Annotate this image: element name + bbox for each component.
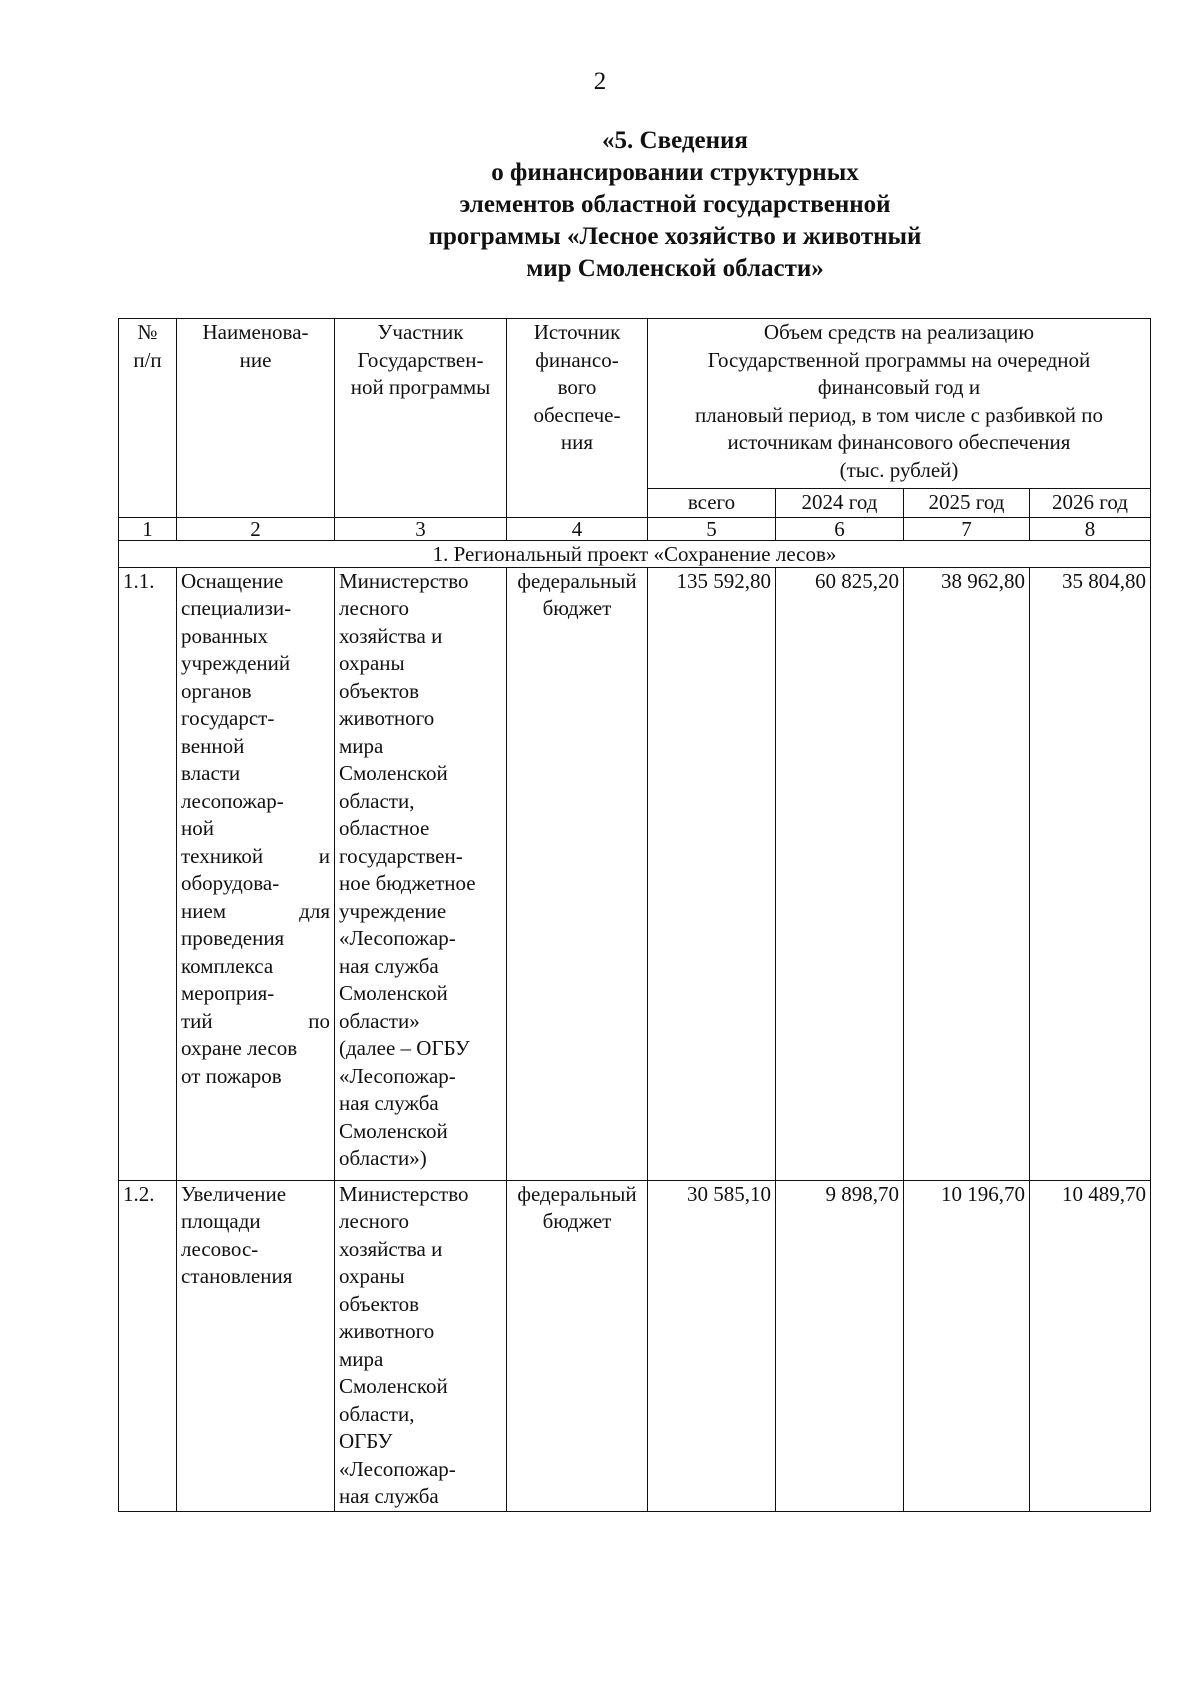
row-name: Оснащение специализи- рованных учреждений органов государст- венной власти лесопожар- ной техникой и оборудова- нием для проведения комплекса мероприя- тий по охране лесов от пожаров [177, 567, 335, 1180]
row-total: 30 585,10 [648, 1180, 776, 1511]
row-number: 1.1. [119, 567, 177, 1180]
row-2026: 10 489,70 [1030, 1180, 1151, 1511]
column-number: 3 [335, 517, 507, 540]
row-number: 1.2. [119, 1180, 177, 1511]
title-line: программы «Лесное хозяйство и животный [428, 223, 922, 250]
row-source: федеральный бюджет [507, 1180, 648, 1511]
header-row [119, 319, 1151, 489]
header-participant: Участник Государствен- ной программы [335, 319, 507, 518]
header-volume: Объем средств на реализацию Государственной программы на очередной финансовый год и плановый период, в том числе с разбивкой по источникам финансового обеспечения (тыс. рублей) [648, 319, 1151, 489]
row-name: Увеличение площади лесовос- становления [177, 1180, 335, 1511]
row-total: 135 592,80 [648, 567, 776, 1180]
column-numbers-row [119, 517, 1151, 540]
column-number: 4 [507, 517, 648, 540]
header-no: № п/п [119, 319, 177, 518]
row-2024: 9 898,70 [776, 1180, 904, 1511]
header-2024: 2024 год [776, 489, 904, 518]
column-number: 2 [177, 517, 335, 540]
row-participant: Министерство лесного хозяйства и охраны объектов животного мира Смоленской области, ОГБУ «Лесопожар- ная служба [335, 1180, 507, 1511]
table-row [119, 567, 1151, 1180]
row-source: федеральный бюджет [507, 567, 648, 1180]
row-2026: 35 804,80 [1030, 567, 1151, 1180]
column-number: 8 [1030, 517, 1151, 540]
row-2025: 38 962,80 [904, 567, 1030, 1180]
row-2025: 10 196,70 [904, 1180, 1030, 1511]
title-line: мир Смоленской области» [526, 255, 824, 282]
title-line: элементов областной государственной [459, 191, 891, 218]
page-number: 2 [593, 68, 607, 95]
header-total: всего [648, 489, 776, 518]
table-row [119, 1180, 1151, 1511]
header-2025: 2025 год [904, 489, 1030, 518]
financing-table [118, 318, 1151, 1512]
row-2024: 60 825,20 [776, 567, 904, 1180]
header-2026: 2026 год [1030, 489, 1151, 518]
header-source: Источник финансо- вого обеспече- ния [507, 319, 648, 518]
header-name: Наименова- ние [177, 319, 335, 518]
section-title: 1. Региональный проект «Сохранение лесов» [119, 540, 1151, 567]
column-number: 5 [648, 517, 776, 540]
column-number: 6 [776, 517, 904, 540]
title-line: «5. Сведения [602, 127, 748, 154]
row-participant: Министерство лесного хозяйства и охраны объектов животного мира Смоленской области, областное государствен- ное бюджетное учреждение «Лесопожар- ная служба Смоленской области» (далее – ОГБУ «Лесопожар- ная служба Смоленской области») [335, 567, 507, 1180]
column-number: 1 [119, 517, 177, 540]
column-number: 7 [904, 517, 1030, 540]
document-title [300, 125, 1050, 285]
title-line: о финансировании структурных [491, 159, 859, 186]
section-row [119, 540, 1151, 567]
